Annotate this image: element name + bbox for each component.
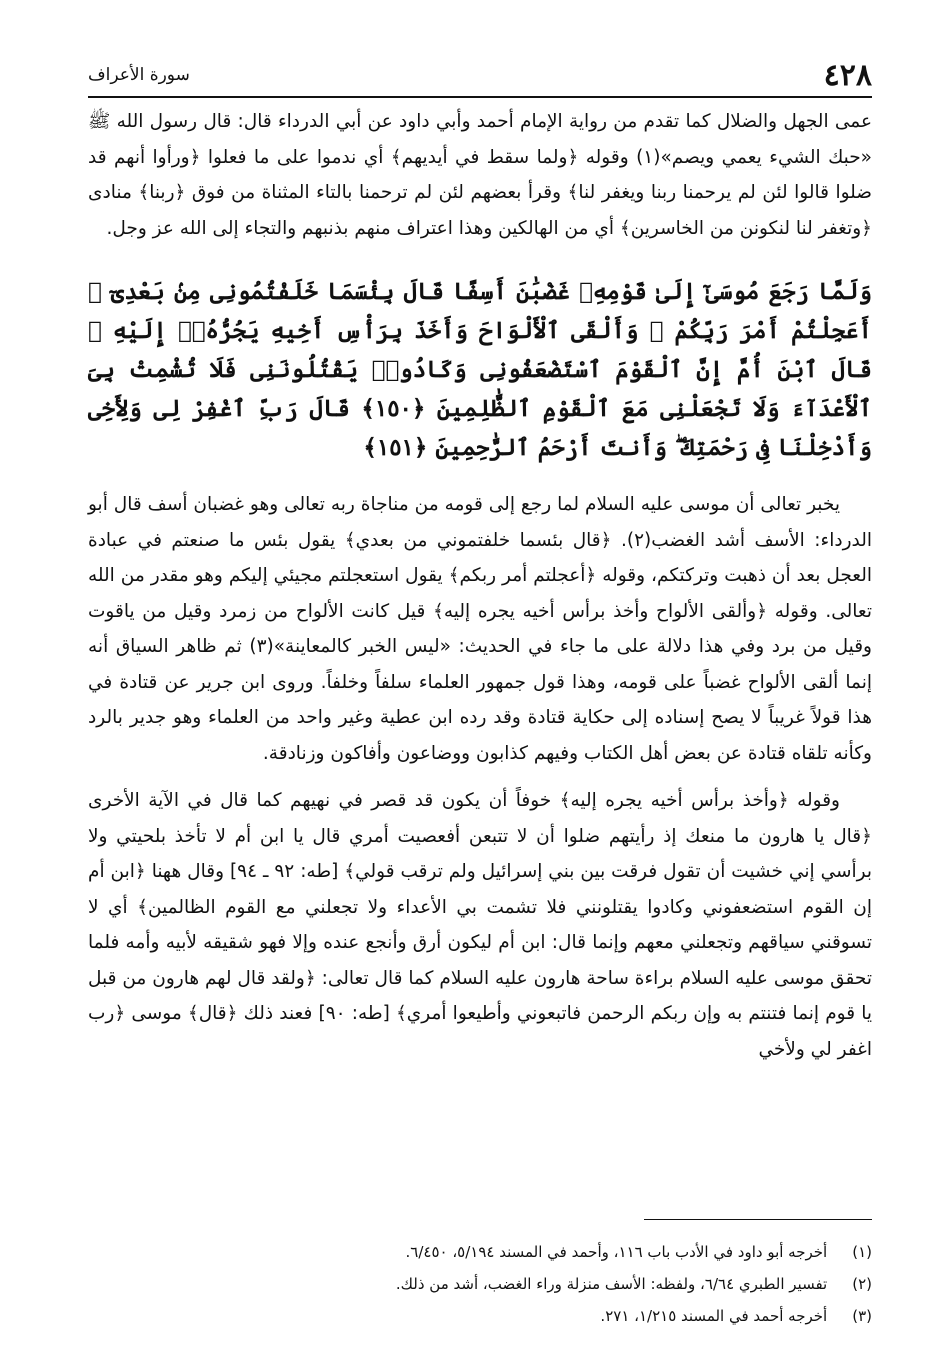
surah-title: سورة الأعراف: [88, 65, 190, 85]
footnote-number: (٢): [852, 1275, 872, 1293]
footnote-text: تفسير الطبري ٦/٦٤، ولفظه: الأسف منزلة وراء الغضب، أشد من ذلك.: [395, 1275, 828, 1293]
footnotes: [88, 1236, 872, 1332]
footnote-text: أخرجه أحمد في المسند ١/٢١٥، ٢٧١.: [600, 1307, 828, 1325]
header-divider: [88, 96, 872, 98]
paragraph-commentary-continued: وقوله ﴿وأخذ برأس أخيه يجره إليه﴾ خوفاً أن يكون قد قصر في نهيهم كما قال في الآية الأخرى ﴿قال يا هارون ما منعك إذ رأيتهم ضلوا أن لا تتبعن أفعصيت أمري قال يا ابن أم لا تأخذ بلحيتي ولا برأسي إني خشيت أن تقول فرقت بين بني إسرائيل ولم ترقب قولي﴾ [طه: ٩٢ ـ ٩٤] وقال ههنا ﴿ابن أم إن القوم استضعفوني وكادوا يقتلونني فلا تشمت بي الأعداء ولا تجعلني مع القوم الظالمين﴾ أي لا تسوقني سياقهم وتجعلني معهم وإنما قال: ابن أم ليكون أرق وأنجع عنده وإلا فهو شقيقه لأبيه وأمه فلما تحقق موسى عليه السلام براءة ساحة هارون عليه السلام كما قال تعالى: ﴿ولقد قال لهم هارون من قبل يا قوم إنما فتنتم به وإن ربكم الرحمن فاتبعوني وأطيعوا أمري﴾ [طه: ٩٠] فعند ذلك ﴿قال﴾ موسى ﴿رب اغفر لي ولأخي: [88, 790, 873, 1060]
footnote-divider: [644, 1219, 872, 1220]
page-header: [88, 60, 872, 98]
footnote-number: (٣): [852, 1307, 872, 1325]
paragraph-commentary: يخبر تعالى أن موسى عليه السلام لما رجع إلى قومه من مناجاة ربه تعالى وهو غضبان أسف قال أبو الدرداء: الأسف أشد الغضب(٢). ﴿قال بئسما خلفتموني من بعدي﴾ يقول بئس ما صنعتم في عبادة العجل بعد أن ذهبت وتركتكم، وقوله ﴿أعجلتم أمر ربكم﴾ يقول استعجلتم مجيئي إليكم وهو مقدر من الله تعالى. وقوله ﴿وألقى الألواح وأخذ برأس أخيه يجره إليه﴾ قيل كانت الألواح من زمرد وقيل من ياقوت وقيل من برد وفي هذا دلالة على ما جاء في الحديث: «ليس الخبر كالمعاينة»(٣) ثم ظاهر السياق أنه إنما ألقى الألواح غضباً على قومه، وهذا قول جمهور العلماء سلفاً وخلفاً. وروى ابن جرير عن قتادة في هذا قولاً غريباً لا يصح إسناده إلى حكاية قتادة وقد رده ابن عطية وغير واحد من العلماء وهو جدير بالرد وكأنه تلقاه قتادة عن بعض أهل الكتاب وفيهم كذابون ووضاعون وأفاكون وزنادقة.: [88, 494, 872, 764]
quran-verse: وَلَمَّا رَجَعَ مُوسَىٰٓ إِلَىٰ قَوْمِهِۦ غَضْبَٰنَ أَسِفًا قَالَ بِئْسَمَا خَلَفْتُمُونِى مِنۢ بَعْدِىٓ ۖ أَعَجِلْتُمْ أَمْرَ رَبِّكُمْ ۖ وَأَلْقَى ٱلْأَلْوَاحَ وَأَخَذَ بِرَأْسِ أَخِيهِ يَجُرُّهُۥٓ إِلَيْهِ ۚ قَالَ ٱبْنَ أُمَّ إِنَّ ٱلْقَوْمَ ٱسْتَضْعَفُونِى وَكَادُوا۟ يَقْتُلُونَنِى فَلَا تُشْمِتْ بِىَ ٱلْأَعْدَآءَ وَلَا تَجْعَلْنِى مَعَ ٱلْقَوْمِ ٱلظَّٰلِمِينَ ﴿١٥٠﴾ قَالَ رَبِّ ٱغْفِرْ لِى وَلِأَخِى وَأَدْخِلْنَا فِى رَحْمَتِكَ ۖ وَأَنتَ أَرْحَمُ ٱلرَّٰحِمِينَ ﴿١٥١﴾: [88, 278, 873, 461]
footnote-item: [88, 1300, 872, 1332]
footnote-item: [88, 1236, 872, 1268]
page-number: ٤٢٨: [823, 58, 872, 93]
paragraph-intro: عمى الجهل والضلال كما تقدم من رواية الإمام أحمد وأبي داود عن أبي الدرداء قال: قال رسول الله ﷺ «حبك الشيء يعمي ويصم»(١) وقوله ﴿ولما سقط في أيديهم﴾ أي ندموا على ما فعلوا ﴿ورأوا أنهم قد ضلوا قالوا لئن لم يرحمنا ربنا ويغفر لنا﴾ وقرأ بعضهم لئن لم ترحمنا بالتاء المثناة من فوق ﴿ربنا﴾ منادى ﴿وتغفر لنا لنكونن من الخاسرين﴾ أي من الهالكين وهذا اعتراف منهم بذنبهم والتجاء إلى الله عز وجل.: [88, 111, 872, 239]
footnote-item: [88, 1268, 872, 1300]
main-text: [88, 104, 872, 1067]
footnote-text: أخرجه أبو داود في الأدب باب ١١٦، وأحمد في المسند ٥/١٩٤، ٦/٤٥٠.: [405, 1243, 828, 1261]
footnote-number: (١): [852, 1243, 872, 1261]
